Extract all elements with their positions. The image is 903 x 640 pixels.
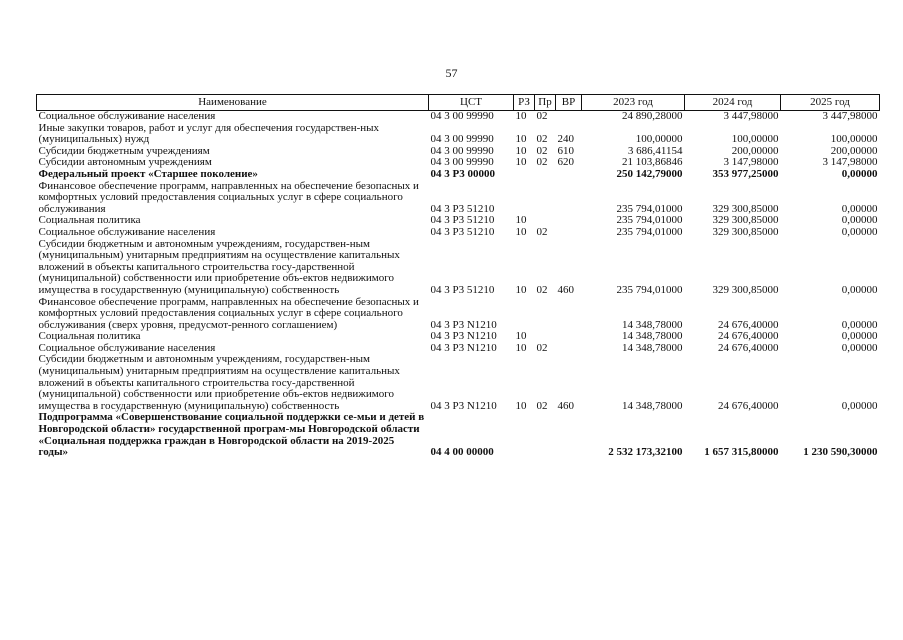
row-value-2023: 235 794,01000	[616, 225, 683, 238]
row-value-2023: 3 686,41154	[627, 144, 683, 157]
row-cst: 04 3 Р3 51210	[430, 283, 495, 296]
table-row	[37, 354, 880, 412]
row-value-2024: 24 676,40000	[718, 399, 779, 412]
row-cst: 04 4 00 00000	[430, 446, 494, 459]
row-value-2023: 14 348,78000	[622, 341, 683, 354]
row-name: Субсидии бюджетным и автономным учреждениям, государствен-ным (муниципальным) унитарным предприятиям на осуществление капитальных вложений в объекты капитального строительства госу-дарственной (муниципальной) собственности или приобретение объ-ектов недвижимого имущества в государственную (муниципальную) собственность	[38, 353, 400, 412]
row-vr: 460	[557, 399, 574, 412]
row-value-2024: 24 676,40000	[718, 341, 779, 354]
row-value-2025: 0,00000	[841, 341, 878, 354]
row-value-2024: 329 300,85000	[712, 214, 779, 227]
row-pr: 02	[536, 110, 548, 122]
row-value-2025: 0,00000	[841, 167, 878, 180]
row-cst: 04 3 Р3 N1210	[430, 399, 497, 412]
row-value-2024: 3 147,98000	[723, 156, 779, 169]
table-row	[37, 111, 880, 123]
row-value-2023: 14 348,78000	[622, 399, 683, 412]
row-pr: 02	[536, 341, 548, 354]
row-vr	[556, 227, 582, 239]
header-pr: Пр	[535, 95, 556, 111]
row-value-2025: 0,00000	[841, 330, 878, 343]
row-value-2024: 353 977,25000	[712, 167, 779, 180]
row-cst: 04 3 Р3 51210	[430, 225, 495, 238]
row-rz: 10	[515, 225, 527, 238]
row-vr	[556, 181, 582, 216]
row-rz: 10	[515, 341, 527, 354]
row-name: Федеральный проект «Старшее поколение»	[38, 167, 258, 180]
table-row	[37, 227, 880, 239]
row-value-2023: 24 890,28000	[622, 110, 683, 122]
row-value-2025: 100,00000	[830, 133, 878, 146]
header-cst: ЦСТ	[429, 95, 514, 111]
row-name: Социальное обслуживание населения	[38, 341, 216, 354]
row-name: Социальная политика	[38, 214, 141, 227]
row-vr	[556, 215, 582, 227]
row-value-2024: 329 300,85000	[712, 225, 779, 238]
row-name: Социальное обслуживание населения	[38, 110, 216, 122]
budget-table	[36, 94, 880, 459]
row-value-2023: 250 142,79000	[616, 167, 683, 180]
row-value-2023: 2 532 173,32100	[608, 446, 683, 459]
row-rz: 10	[515, 214, 527, 227]
row-pr: 02	[536, 156, 548, 169]
row-cst: 04 3 Р3 N1210	[430, 318, 497, 331]
row-value-2025: 0,00000	[841, 283, 878, 296]
row-vr: 460	[557, 283, 574, 296]
row-cst: 04 3 Р3 51210	[430, 202, 495, 215]
row-value-2025: 0,00000	[841, 225, 878, 238]
page-number: 57	[445, 66, 458, 80]
header-vr: ВР	[556, 95, 582, 111]
row-value-2025: 3 147,98000	[822, 156, 878, 169]
row-value-2023: 235 794,01000	[616, 283, 683, 296]
row-vr	[556, 343, 582, 355]
row-rz: 10	[515, 330, 527, 343]
row-name: Иные закупки товаров, работ и услуг для обеспечения государствен-ных (муниципальных) нужд	[38, 121, 380, 146]
row-pr: 02	[536, 133, 548, 146]
row-pr: 02	[536, 144, 548, 157]
row-vr: 620	[557, 156, 574, 169]
row-value-2024: 3 447,98000	[723, 110, 779, 122]
row-value-2024: 329 300,85000	[712, 202, 779, 215]
row-vr	[556, 331, 582, 343]
table-row	[37, 297, 880, 332]
row-cst: 04 3 Р3 00000	[430, 167, 495, 180]
table-row	[37, 181, 880, 216]
row-cst: 04 3 00 99990	[430, 156, 494, 169]
row-value-2024: 24 676,40000	[718, 330, 779, 343]
table-row	[37, 123, 880, 146]
row-pr	[535, 297, 556, 332]
row-value-2023: 235 794,01000	[616, 202, 683, 215]
row-value-2025: 1 230 590,30000	[803, 446, 878, 459]
row-value-2024: 329 300,85000	[712, 283, 779, 296]
row-cst: 04 3 00 99990	[430, 133, 494, 146]
row-value-2024: 24 676,40000	[718, 318, 779, 331]
row-pr: 02	[536, 399, 548, 412]
row-name: Финансовое обеспечение программ, направленных на обеспечение безопасных и комфортных условий предоставления социальных услуг в сфере социального обслуживания	[38, 179, 419, 215]
row-pr	[535, 169, 556, 181]
row-value-2023: 21 103,86846	[622, 156, 683, 169]
row-rz	[514, 181, 535, 216]
row-name: Финансовое обеспечение программ, направленных на обеспечение безопасных и комфортных условий предоставления социальных услуг в сфере социального обслуживания (сверх уровня, предусмот-ренного соглашением)	[38, 295, 419, 331]
row-rz: 10	[515, 133, 527, 146]
row-value-2024: 200,00000	[731, 144, 779, 157]
row-name: Социальная политика	[38, 330, 141, 343]
row-vr: 240	[557, 133, 574, 146]
table-row	[37, 239, 880, 297]
header-rz: РЗ	[514, 95, 535, 111]
row-pr: 02	[536, 225, 548, 238]
row-cst: 04 3 Р3 N1210	[430, 330, 497, 343]
row-vr	[556, 412, 582, 458]
header-name: Наименование	[37, 95, 429, 111]
row-name: Подпрограмма «Совершенствование социальной поддержки се-мьи и детей в Новгородской области» государственной програм-мы Новгородской области «Социальная поддержка граждан в Новгородской области на 2019-2025 годы»	[38, 411, 425, 459]
row-rz: 10	[515, 156, 527, 169]
row-vr: 610	[557, 144, 574, 157]
row-pr: 02	[536, 283, 548, 296]
table-row	[37, 169, 880, 181]
row-value-2024: 100,00000	[731, 133, 779, 146]
row-cst: 04 3 Р3 N1210	[430, 341, 497, 354]
row-cst: 04 3 00 99990	[430, 144, 494, 157]
row-value-2025: 0,00000	[841, 399, 878, 412]
row-value-2023: 235 794,01000	[616, 214, 683, 227]
row-name: Субсидии автономным учреждениям	[38, 156, 212, 169]
row-rz: 10	[515, 399, 527, 412]
row-pr	[535, 181, 556, 216]
row-rz	[514, 169, 535, 181]
header-2023: 2023 год	[582, 95, 685, 111]
header-row	[37, 95, 880, 111]
row-cst: 04 3 00 99990	[430, 110, 494, 122]
row-value-2024: 1 657 315,80000	[704, 446, 779, 459]
row-rz: 10	[515, 110, 527, 122]
row-vr	[556, 169, 582, 181]
row-rz	[514, 412, 535, 458]
row-name: Субсидии бюджетным и автономным учреждениям, государствен-ным (муниципальным) унитарным предприятиям на осуществление капитальных вложений в объекты капитального строительства госу-дарственной (муниципальной) собственности или приобретение объ-ектов недвижимого имущества в государственную (муниципальную) собственность	[38, 237, 400, 296]
table-body	[37, 111, 880, 459]
row-value-2025: 0,00000	[841, 318, 878, 331]
row-value-2023: 100,00000	[635, 133, 683, 146]
row-rz: 10	[515, 144, 527, 157]
row-value-2025: 0,00000	[841, 202, 878, 215]
row-vr	[556, 111, 582, 123]
row-vr	[556, 297, 582, 332]
row-name: Субсидии бюджетным учреждениям	[38, 144, 210, 157]
row-cst: 04 3 Р3 51210	[430, 214, 495, 227]
row-value-2025: 200,00000	[830, 144, 878, 157]
table-row	[37, 412, 880, 458]
row-name: Социальное обслуживание населения	[38, 225, 216, 238]
row-pr	[535, 412, 556, 458]
row-rz	[514, 297, 535, 332]
row-value-2023: 14 348,78000	[622, 318, 683, 331]
header-2025: 2025 год	[781, 95, 880, 111]
header-2024: 2024 год	[685, 95, 781, 111]
row-rz: 10	[515, 283, 527, 296]
row-value-2025: 3 447,98000	[822, 110, 878, 122]
row-value-2025: 0,00000	[841, 214, 878, 227]
row-value-2023: 14 348,78000	[622, 330, 683, 343]
